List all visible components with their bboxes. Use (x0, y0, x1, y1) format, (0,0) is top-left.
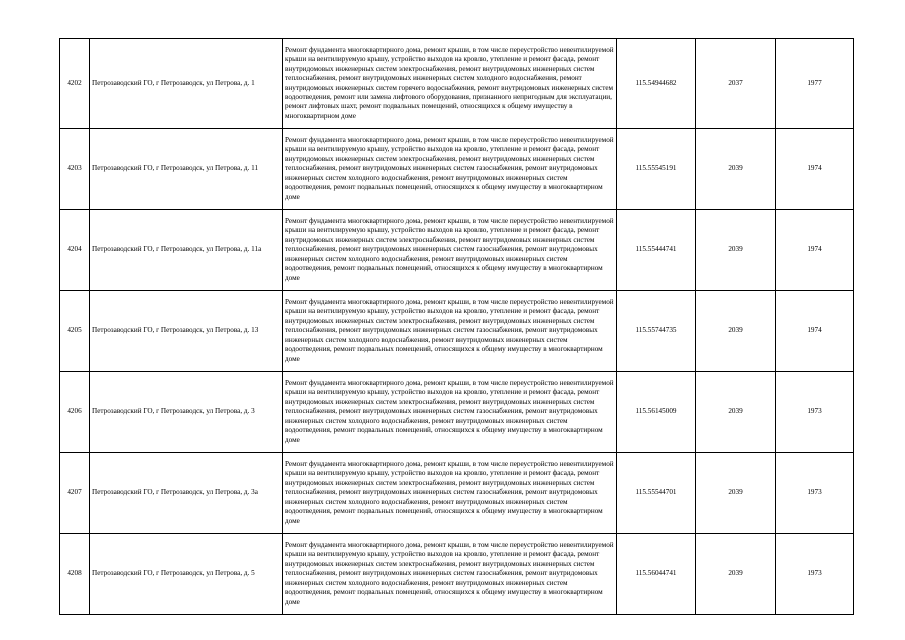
works-cell: Ремонт фундамента многоквартирного дома, ремонт крыши, в том числе переустройство невентилируемой крыши на вентилируемую крышу, устройство выходов на кровлю, утепление и ремонт фасада, ремонт внутридомовых инженерных систем электроснабжения, ремонт внутридомовых инженерных систем теплоснабжения, ремонт внутридомовых инженерных систем газоснабжения, ремонт внутридомовых инженерных систем холодного водоснабжения, ремонт внутридомовых инженерных систем водоотведения, ремонт подвальных помещений, относящихся к общему имуществу в многоквартирном доме (283, 453, 617, 534)
row-number: 4202 (60, 39, 90, 129)
cost-cell: 115.55545191 (617, 129, 696, 210)
build-year-cell: 1973 (776, 534, 854, 615)
works-cell: Ремонт фундамента многоквартирного дома, ремонт крыши, в том числе переустройство невентилируемой крыши на вентилируемую крышу, устройство выходов на кровлю, утепление и ремонт фасада, ремонт внутридомовых инженерных систем электроснабжения, ремонт внутридомовых инженерных систем теплоснабжения, ремонт внутридомовых инженерных систем газоснабжения, ремонт внутридомовых инженерных систем холодного водоснабжения, ремонт внутридомовых инженерных систем водоотведения, ремонт подвальных помещений, относящихся к общему имуществу в многоквартирном доме (283, 129, 617, 210)
build-year-cell: 1974 (776, 129, 854, 210)
works-cell: Ремонт фундамента многоквартирного дома, ремонт крыши, в том числе переустройство невентилируемой крыши на вентилируемую крышу, устройство выходов на кровлю, утепление и ремонт фасада, ремонт внутридомовых инженерных систем электроснабжения, ремонт внутридомовых инженерных систем теплоснабжения, ремонт внутридомовых инженерных систем газоснабжения, ремонт внутридомовых инженерных систем холодного водоснабжения, ремонт внутридомовых инженерных систем водоотведения, ремонт подвальных помещений, относящихся к общему имуществу в многоквартирном доме (283, 210, 617, 291)
address-cell: Петрозаводский ГО, г Петрозаводск, ул Петрова, д. 1 (90, 39, 283, 129)
build-year-cell: 1977 (776, 39, 854, 129)
row-number: 4206 (60, 372, 90, 453)
works-cell: Ремонт фундамента многоквартирного дома, ремонт крыши, в том числе переустройство невентилируемой крыши на вентилируемую крышу, устройство выходов на кровлю, утепление и ремонт фасада, ремонт внутридомовых инженерных систем электроснабжения, ремонт внутридомовых инженерных систем теплоснабжения, ремонт внутридомовых инженерных систем газоснабжения, ремонт внутридомовых инженерных систем холодного водоснабжения, ремонт внутридомовых инженерных систем водоотведения, ремонт подвальных помещений, относящихся к общему имуществу в многоквартирном доме (283, 291, 617, 372)
table-row (60, 129, 854, 210)
cost-cell: 115.55744735 (617, 291, 696, 372)
row-number: 4204 (60, 210, 90, 291)
cost-cell: 115.55444741 (617, 210, 696, 291)
repair-year-cell: 2037 (696, 39, 776, 129)
repair-year-cell: 2039 (696, 372, 776, 453)
build-year-cell: 1973 (776, 453, 854, 534)
repair-year-cell: 2039 (696, 453, 776, 534)
address-cell: Петрозаводский ГО, г Петрозаводск, ул Петрова, д. 5 (90, 534, 283, 615)
table-row (60, 534, 854, 615)
table-row (60, 210, 854, 291)
row-number: 4203 (60, 129, 90, 210)
repair-year-cell: 2039 (696, 210, 776, 291)
cost-cell: 115.56145009 (617, 372, 696, 453)
address-cell: Петрозаводский ГО, г Петрозаводск, ул Петрова, д. 3 (90, 372, 283, 453)
cost-cell: 115.55544701 (617, 453, 696, 534)
capital-repair-table (59, 38, 854, 615)
row-number: 4207 (60, 453, 90, 534)
table-row (60, 39, 854, 129)
table-row (60, 453, 854, 534)
table-row (60, 291, 854, 372)
table-row (60, 372, 854, 453)
repair-year-cell: 2039 (696, 129, 776, 210)
works-cell: Ремонт фундамента многоквартирного дома, ремонт крыши, в том числе переустройство невентилируемой крыши на вентилируемую крышу, устройство выходов на кровлю, утепление и ремонт фасада, ремонт внутридомовых инженерных систем электроснабжения, ремонт внутридомовых инженерных систем теплоснабжения, ремонт внутридомовых инженерных систем газоснабжения, ремонт внутридомовых инженерных систем холодного водоснабжения, ремонт внутридомовых инженерных систем водоотведения, ремонт подвальных помещений, относящихся к общему имуществу в многоквартирном доме (283, 534, 617, 615)
address-cell: Петрозаводский ГО, г Петрозаводск, ул Петрова, д. 13 (90, 291, 283, 372)
build-year-cell: 1974 (776, 210, 854, 291)
cost-cell: 115.56044741 (617, 534, 696, 615)
cost-cell: 115.54944682 (617, 39, 696, 129)
row-number: 4205 (60, 291, 90, 372)
address-cell: Петрозаводский ГО, г Петрозаводск, ул Петрова, д. 11а (90, 210, 283, 291)
address-cell: Петрозаводский ГО, г Петрозаводск, ул Петрова, д. 11 (90, 129, 283, 210)
row-number: 4208 (60, 534, 90, 615)
repair-year-cell: 2039 (696, 291, 776, 372)
repair-year-cell: 2039 (696, 534, 776, 615)
build-year-cell: 1974 (776, 291, 854, 372)
address-cell: Петрозаводский ГО, г Петрозаводск, ул Петрова, д. 3а (90, 453, 283, 534)
works-cell: Ремонт фундамента многоквартирного дома, ремонт крыши, в том числе переустройство невентилируемой крыши на вентилируемую крышу, устройство выходов на кровлю, утепление и ремонт фасада, ремонт внутридомовых инженерных систем электроснабжения, ремонт внутридомовых инженерных систем теплоснабжения, ремонт внутридомовых инженерных систем газоснабжения, ремонт внутридомовых инженерных систем холодного водоснабжения, ремонт внутридомовых инженерных систем водоотведения, ремонт подвальных помещений, относящихся к общему имуществу в многоквартирном доме (283, 372, 617, 453)
works-cell: Ремонт фундамента многоквартирного дома, ремонт крыши, в том числе переустройство невентилируемой крыши на вентилируемую крышу, устройство выходов на кровлю, утепление и ремонт фасада, ремонт внутридомовых инженерных систем электроснабжения, ремонт внутридомовых инженерных систем теплоснабжения, ремонт внутридомовых инженерных систем холодного водоснабжения, ремонт внутридомовых инженерных систем горячего водоснабжения, ремонт внутридомовых инженерных систем водоотведения, ремонт или замена лифтового оборудования, признанного непригодным для эксплуатации, ремонт лифтовых шахт, ремонт подвальных помещений, относящихся к общему имуществу в многоквартирном доме (283, 39, 617, 129)
build-year-cell: 1973 (776, 372, 854, 453)
